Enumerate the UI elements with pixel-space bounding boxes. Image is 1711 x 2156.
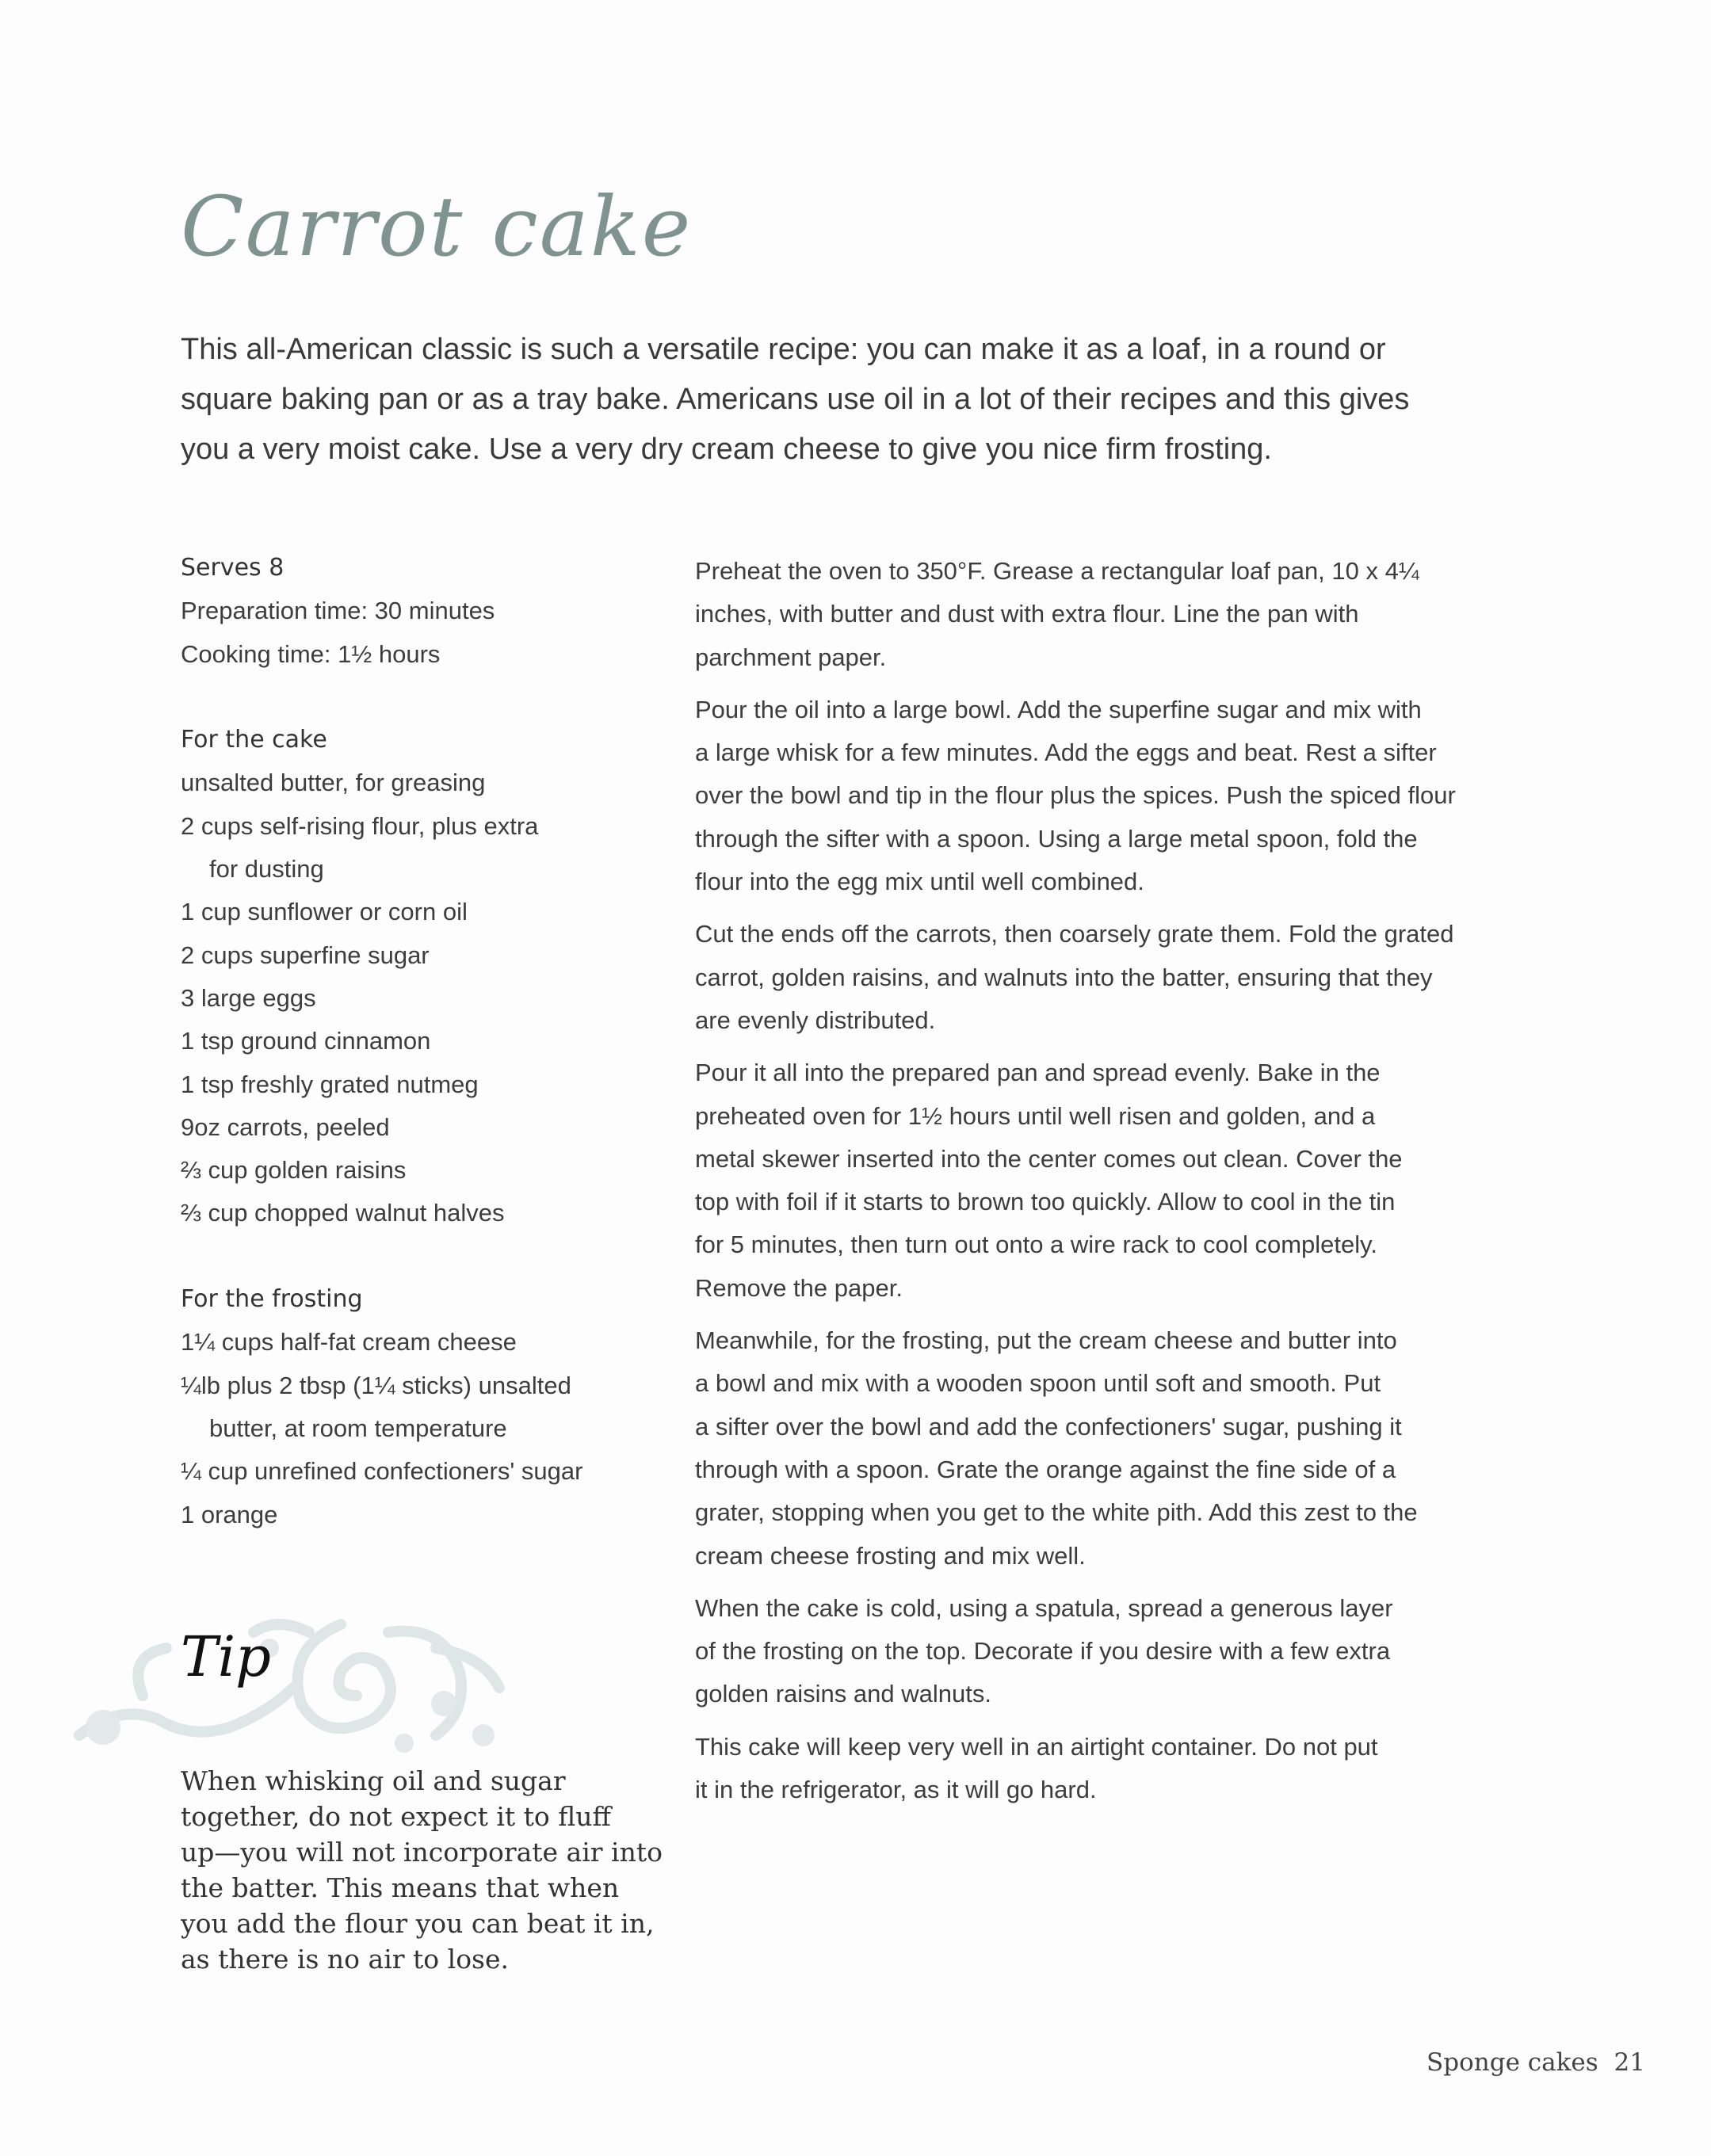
ingredient-item: 3 large eggs: [181, 983, 316, 1012]
method-step: [695, 550, 1511, 679]
tip-line: you add the flour you can beat it in,: [181, 1908, 655, 1939]
method-line: flour into the egg mix until well combined.: [695, 868, 1144, 896]
method-step: [695, 1051, 1511, 1310]
ingredient-item: ¼lb plus 2 tbsp (1¼ sticks) unsalted: [181, 1371, 571, 1399]
page-number: 21: [1614, 2048, 1645, 2077]
section-name: Sponge cakes: [1426, 2048, 1598, 2077]
cook-time: Cooking time: 1½ hours: [181, 639, 441, 668]
tip-line: together, do not expect it to fluff: [181, 1801, 611, 1832]
method-step: [695, 1587, 1511, 1716]
method-step: [695, 1726, 1511, 1812]
intro-line: square baking pan or as a tray bake. Americans use oil in a lot of their recipes and this gives: [181, 383, 1410, 416]
method-line: When the cake is cold, using a spatula, spread a generous layer: [695, 1593, 1393, 1622]
ingredient-item: 2 cups superfine sugar: [181, 941, 430, 969]
method-line: golden raisins and walnuts.: [695, 1680, 991, 1708]
ingredient-item: for dusting: [209, 855, 324, 883]
frosting-ingredients: [181, 1321, 656, 1536]
ingredient-item: ⅔ cup chopped walnut halves: [181, 1199, 505, 1227]
serves: Serves 8: [181, 554, 285, 582]
method-column: [695, 550, 1511, 1821]
intro-line: you a very moist cake. Use a very dry cream cheese to give you nice firm frosting.: [181, 433, 1272, 466]
ingredient-item: unsalted butter, for greasing: [181, 769, 486, 797]
tip-line: When whisking oil and sugar: [181, 1765, 566, 1796]
prep-time: Preparation time: 30 minutes: [181, 597, 495, 625]
ingredients-column: [181, 547, 656, 1536]
cake-heading: For the cake: [181, 726, 327, 754]
tip-line: the batter. This means that when: [181, 1872, 620, 1903]
intro-line: This all-American classic is such a versatile recipe: you can make it as a loaf, in a round or: [181, 333, 1386, 366]
ingredient-item: 9oz carrots, peeled: [181, 1112, 390, 1141]
method-line: Pour it all into the prepared pan and spread evenly. Bake in the: [695, 1059, 1381, 1087]
method-line: top with foil if it starts to brown too quickly. Allow to cool in the tin: [695, 1188, 1396, 1216]
method-line: Meanwhile, for the frosting, put the cream cheese and butter into: [695, 1326, 1397, 1355]
method-line: This cake will keep very well in an airtight container. Do not put: [695, 1732, 1378, 1761]
method-line: Preheat the oven to 350°F. Grease a rectangular loaf pan, 10 x 4¼: [695, 557, 1419, 585]
method-line: through with a spoon. Grate the orange against the fine side of a: [695, 1455, 1396, 1483]
method-line: a large whisk for a few minutes. Add the eggs and beat. Rest a sifter: [695, 738, 1437, 767]
ingredient-item: ¼ cup unrefined confectioners' sugar: [181, 1457, 583, 1486]
method-line: through the sifter with a spoon. Using a large metal spoon, fold the: [695, 824, 1418, 853]
method-step: [695, 689, 1511, 903]
tip-line: up—you will not incorporate air into: [181, 1837, 663, 1868]
method-step: [695, 913, 1511, 1042]
tip-heading: Tip: [181, 1624, 271, 1689]
method-line: metal skewer inserted into the center comes out clean. Cover the: [695, 1144, 1403, 1173]
method-line: Remove the paper.: [695, 1273, 903, 1302]
ingredient-item: 1 orange: [181, 1500, 278, 1528]
method-line: grater, stopping when you get to the white pith. Add this zest to the: [695, 1498, 1418, 1527]
method-line: inches, with butter and dust with extra flour. Line the pan with: [695, 600, 1359, 628]
method-line: a bowl and mix with a wooden spoon until soft and smooth. Put: [695, 1369, 1381, 1398]
method-step: [695, 1319, 1511, 1578]
frosting-heading: For the frosting: [181, 1285, 363, 1314]
ingredient-item: 1 tsp ground cinnamon: [181, 1027, 431, 1055]
method-line: carrot, golden raisins, and walnuts into the batter, ensuring that they: [695, 963, 1433, 991]
ingredient-item: 1 cup sunflower or corn oil: [181, 898, 468, 926]
method-line: of the frosting on the top. Decorate if you desire with a few extra: [695, 1637, 1391, 1666]
method-line: a sifter over the bowl and add the confectioners' sugar, pushing it: [695, 1412, 1402, 1441]
ingredient-item: 1¼ cups half-fat cream cheese: [181, 1328, 517, 1357]
method-line: over the bowl and tip in the flour plus the spices. Push the spiced flour: [695, 781, 1456, 810]
ingredient-item: ⅔ cup golden raisins: [181, 1156, 407, 1185]
ingredient-item: 1 tsp freshly grated nutmeg: [181, 1070, 479, 1098]
ingredient-item: 2 cups self-rising flour, plus extra: [181, 811, 539, 840]
method-line: preheated oven for 1½ hours until well risen and golden, and a: [695, 1101, 1376, 1130]
method-line: cream cheese frosting and mix well.: [695, 1541, 1086, 1570]
tip-text: [181, 1763, 663, 1977]
cake-ingredients: [181, 761, 656, 1234]
method-line: Cut the ends off the carrots, then coarsely grate them. Fold the grated: [695, 920, 1454, 948]
method-line: for 5 minutes, then turn out onto a wire rack to cool completely.: [695, 1231, 1377, 1259]
method-line: are evenly distributed.: [695, 1005, 936, 1034]
recipe-title: Carrot cake: [181, 178, 693, 275]
method-line: it in the refrigerator, as it will go hard.: [695, 1776, 1097, 1804]
page-footer: [1426, 2048, 1645, 2077]
method-line: parchment paper.: [695, 643, 887, 671]
method-line: Pour the oil into a large bowl. Add the superfine sugar and mix with: [695, 695, 1422, 723]
intro-paragraph: [181, 325, 1528, 475]
floral-ornament-icon: [71, 1601, 515, 1759]
ingredient-item: butter, at room temperature: [209, 1414, 507, 1442]
tip-line: as there is no air to lose.: [181, 1944, 510, 1975]
